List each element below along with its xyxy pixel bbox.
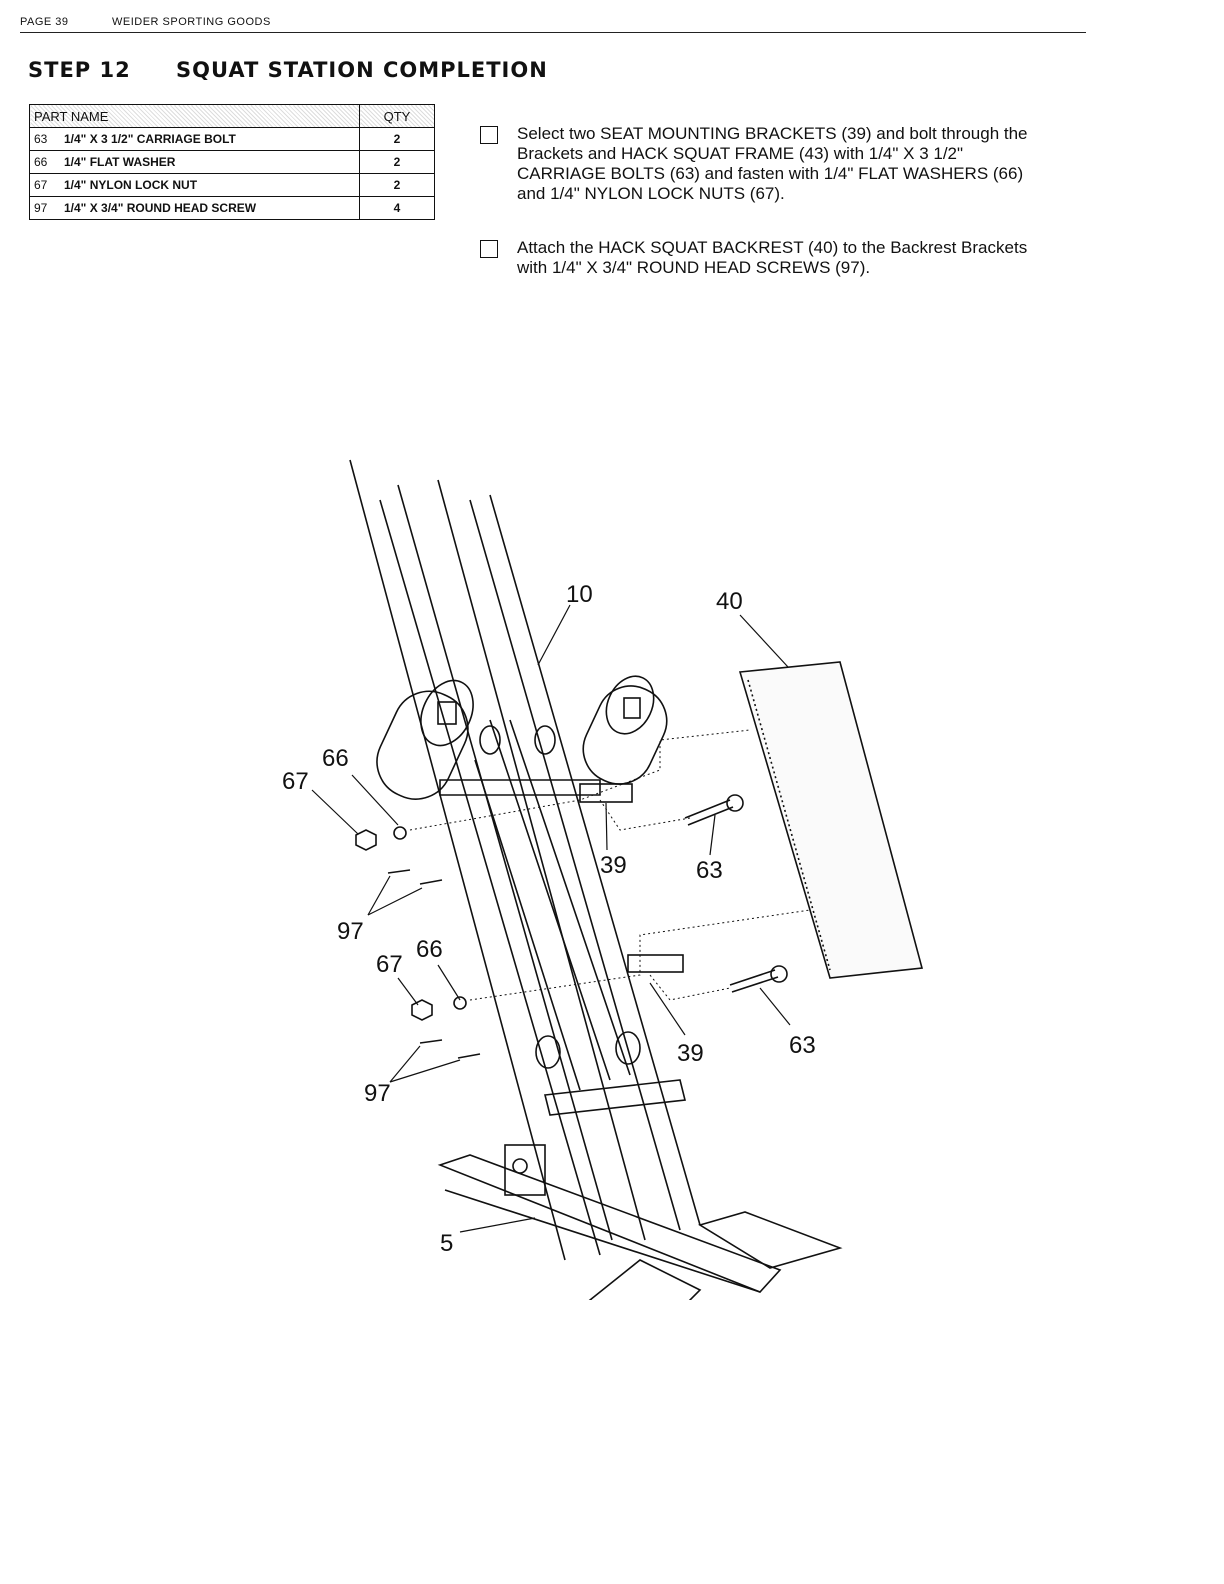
page-number: PAGE 39 [20,16,69,28]
instruction-item [480,124,1040,204]
part-number: 67 [34,178,48,192]
assembly-diagram [0,420,1224,1300]
col-part-name: PART NAME [30,105,360,128]
callout-67: 67 [376,951,403,978]
callout-leaders [312,605,790,1232]
part-qty: 2 [360,128,435,151]
callout-5: 5 [440,1230,454,1257]
instruction-checkbox[interactable] [480,126,498,144]
callout-66: 66 [322,745,349,772]
seat-brackets [580,784,683,972]
callout-63: 63 [789,1032,816,1059]
instruction-text: Select two SEAT MOUNTING BRACKETS (39) and bolt through the Brackets and HACK SQUAT FRAME (43) with 1/4" X 3 1/2" CARRIAGE BOLTS (63) and fasten with 1/4" FLAT WASHERS (66) and 1/4" NYLON LOCK NUTS (67). [517,124,1028,203]
part-qty: 2 [360,151,435,174]
page-header [20,16,1090,44]
callout-66: 66 [416,936,443,963]
part-number: 66 [34,155,48,169]
part-name: 1/4" NYLON LOCK NUT [64,178,198,192]
parts-table [29,104,435,220]
callout-39: 39 [600,852,627,879]
callout-63: 63 [696,857,723,884]
table-row [30,174,435,197]
step-label: STEP 12 [28,58,131,82]
callout-67: 67 [282,768,309,795]
instruction-text: Attach the HACK SQUAT BACKREST (40) to the Backrest Brackets with 1/4" X 3/4" ROUND HEAD SCREWS (97). [517,238,1028,277]
part-name: 1/4" FLAT WASHER [64,155,176,169]
step-title: SQUAT STATION COMPLETION [176,58,548,82]
table-row [30,197,435,220]
parts-table-header [30,105,435,128]
carriage-bolts [685,795,787,992]
step-heading [28,58,548,82]
callout-97: 97 [337,918,364,945]
instruction-checkbox[interactable] [480,240,498,258]
part-name: 1/4" X 3/4" ROUND HEAD SCREW [64,201,257,215]
table-row [30,151,435,174]
backrest [740,662,922,978]
upright-frame [350,460,700,1260]
part-qty: 4 [360,197,435,220]
header-divider [20,32,1086,33]
instruction-item [480,238,1040,278]
col-qty: QTY [360,105,435,128]
part-name: 1/4" X 3 1/2" CARRIAGE BOLT [64,132,236,146]
callout-10: 10 [566,581,593,608]
part-number: 97 [34,201,48,215]
company-name: WEIDER SPORTING GOODS [112,16,271,28]
callout-40: 40 [716,588,743,615]
part-qty: 2 [360,174,435,197]
callout-97: 97 [364,1080,391,1107]
table-row [30,128,435,151]
part-number: 63 [34,132,48,146]
callout-labels [282,581,816,1257]
callout-39: 39 [677,1040,704,1067]
